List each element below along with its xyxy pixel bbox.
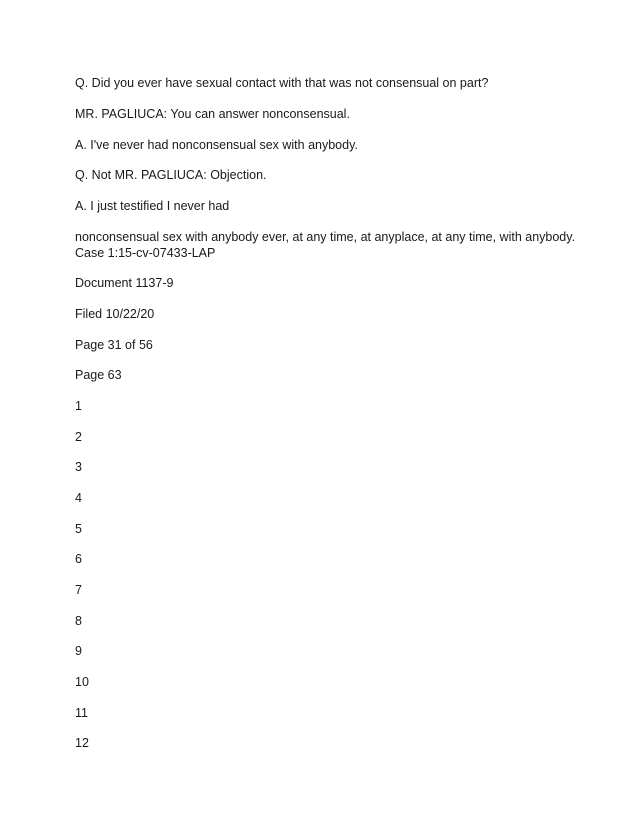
line-number: 6	[75, 552, 82, 566]
page-of-total: Page 31 of 56	[75, 338, 153, 352]
answer-just-testified: A. I just testified I never had	[75, 199, 230, 213]
line-number: 2	[75, 430, 82, 444]
line-number: 12	[75, 736, 89, 750]
pagliuca-instruction: MR. PAGLIUCA: You can answer nonconsensual.	[75, 107, 350, 121]
question-not-objection: Q. Not MR. PAGLIUCA: Objection.	[75, 168, 267, 182]
line-number: 9	[75, 644, 82, 658]
filed-date: Filed 10/22/20	[75, 307, 155, 321]
line-number: 4	[75, 491, 82, 505]
line-number: 3	[75, 460, 82, 474]
line-number: 11	[75, 706, 88, 720]
line-number: 1	[75, 399, 82, 413]
line-number: 8	[75, 614, 82, 628]
transcript-page: Page 63	[75, 368, 122, 382]
line-number: 5	[75, 522, 82, 536]
case-number: Case 1:15-cv-07433-LAP	[75, 246, 216, 260]
answer-never-nonconsensual: A. I've never had nonconsensual sex with anybody.	[75, 138, 358, 152]
line-number: 7	[75, 583, 82, 597]
document-number: Document 1137-9	[75, 276, 174, 290]
question-sexual-contact: Q. Did you ever have sexual contact with that was not consensual on part?	[75, 76, 489, 90]
answer-continuation: nonconsensual sex with anybody ever, at any time, at anyplace, at any time, with anybody.	[75, 230, 576, 244]
line-number: 10	[75, 675, 89, 689]
